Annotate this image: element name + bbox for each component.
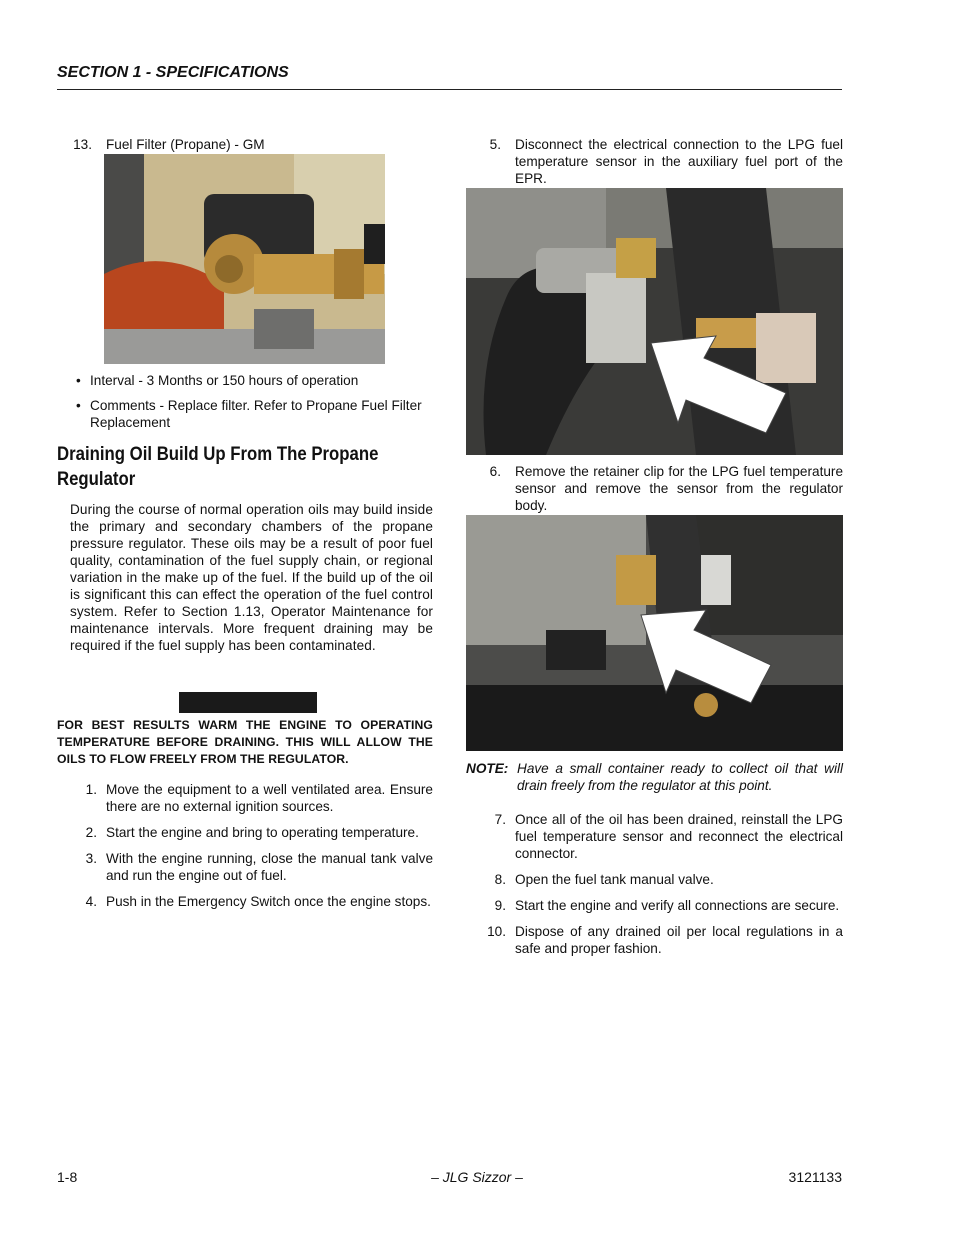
bullet-text: Interval - 3 Months or 150 hours of operation — [90, 373, 359, 388]
step-number: 4. — [85, 894, 97, 909]
step-text: Disconnect the electrical connection to the LPG fuel temperature sensor in the auxiliary fuel port of the EPR. — [515, 137, 843, 186]
caution-text: FOR BEST RESULTS WARM THE ENGINE TO OPERATING TEMPERATURE BEFORE DRAINING. THIS WILL ALLOW THE OILS TO FLOW FREELY FROM THE REGULATOR. — [57, 718, 433, 766]
step-text: Open the fuel tank manual valve. — [515, 872, 714, 887]
step-text: Start the engine and verify all connections are secure. — [515, 898, 840, 913]
note-block — [466, 760, 843, 794]
step-number: 7. — [494, 812, 506, 827]
sensor-removal-photo — [466, 515, 843, 751]
step-number: 3. — [85, 851, 97, 866]
steps-list-left — [57, 781, 433, 910]
step-text: Dispose of any drained oil per local regulations in a safe and proper fashion. — [515, 924, 843, 956]
page-number: 1-8 — [57, 1169, 78, 1185]
step-item — [466, 897, 843, 914]
step-6 — [466, 463, 843, 514]
section-header: SECTION 1 - SPECIFICATIONS — [57, 64, 842, 90]
caution-label-bar — [179, 692, 317, 713]
step-item — [57, 850, 433, 884]
fuel-filter-photo — [104, 154, 385, 364]
bullet-item: • Interval - 3 Months or 150 hours of operation — [76, 373, 359, 388]
step-number: 8. — [494, 872, 506, 887]
manual-title: – JLG Sizzor – — [431, 1169, 523, 1185]
step-number: 6. — [489, 464, 501, 479]
sensor-connection-photo — [466, 188, 843, 455]
step-text: Once all of the oil has been drained, reinstall the LPG fuel temperature sensor and reconnect the electrical connector. — [515, 812, 843, 861]
step-number: 9. — [494, 898, 506, 913]
body-paragraph: During the course of normal operation oils may build inside the primary and secondary chambers of the propane pressure regulator. These oils may be a result of poor fuel quality, contamination of the fuel supply chain, or regional variation in the make up of the fuel. If the build up of the oil is significant this can effect the operation of the fuel control system. Refer to Section 1.13, Operator Maintenance for maintenance intervals. More frequent draining may be required if the fuel supply has been contaminated. — [70, 502, 433, 653]
step-item — [57, 781, 433, 815]
step-text: Move the equipment to a well ventilated area. Ensure there are no external ignition sources. — [106, 782, 433, 814]
step-text: Start the engine and bring to operating temperature. — [106, 825, 419, 840]
bullet-item: • Comments - Replace filter. Refer to Propane Fuel Filter Replacement — [76, 398, 422, 430]
document-number: 3121133 — [788, 1169, 842, 1185]
step-item — [466, 923, 843, 957]
step-item — [57, 893, 433, 910]
note-text: Have a small container ready to collect oil that will drain freely from the regulator at this point. — [517, 761, 843, 793]
section-heading: Draining Oil Build Up From The Propane Regulator — [57, 443, 379, 490]
step-number: 2. — [85, 825, 97, 840]
step-number: 10. — [487, 924, 506, 939]
step-item — [466, 871, 843, 888]
bullet-text: Comments - Replace filter. Refer to Propane Fuel Filter Replacement — [90, 398, 422, 430]
bullet-list — [57, 372, 433, 431]
step-item — [466, 811, 843, 862]
note-label: NOTE: — [466, 761, 509, 776]
step-text: With the engine running, close the manual tank valve and run the engine out of fuel. — [106, 851, 433, 883]
step-item — [57, 824, 433, 841]
step-number: 5. — [489, 137, 501, 152]
step-13 — [57, 136, 433, 153]
step-number: 13. — [73, 137, 92, 152]
step-text: Push in the Emergency Switch once the engine stops. — [106, 894, 431, 909]
step-text: Fuel Filter (Propane) - GM — [106, 137, 265, 152]
step-text: Remove the retainer clip for the LPG fuel temperature sensor and remove the sensor from the regulator body. — [515, 464, 843, 513]
steps-list-right — [466, 811, 843, 957]
step-5 — [466, 136, 843, 187]
step-number: 1. — [85, 782, 97, 797]
